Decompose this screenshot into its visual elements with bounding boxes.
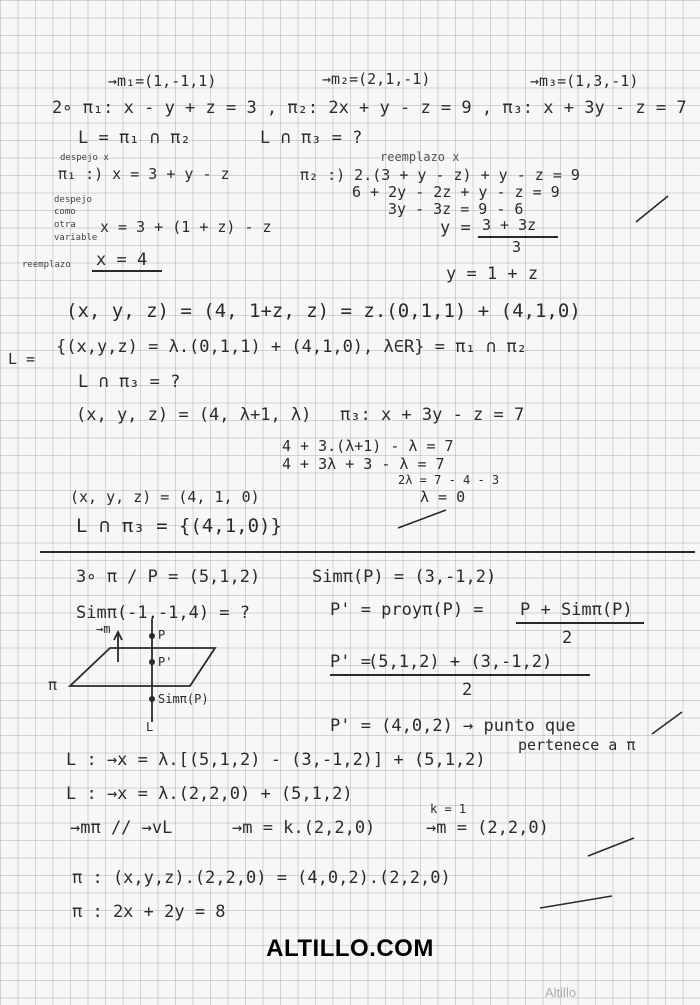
step-pi2-c: 3y - 3z = 9 - 6 (388, 200, 524, 218)
figure-normal-label: →m (96, 622, 111, 636)
step-x-substitution: x = 3 + (1 + z) - z (100, 218, 272, 236)
calc-3: 2λ = 7 - 4 - 3 (398, 473, 500, 487)
note-despejo-2d: variable (54, 233, 98, 243)
check-mark-1 (636, 196, 668, 222)
step-x-result: x = 4 (96, 250, 148, 270)
note-despejo-2c: otra (54, 220, 76, 230)
exercise2-planes: 2∘ π₁: x - y + z = 3 , π₂: 2x + y - z = 9 , π₃: x + 3y - z = 7 (52, 98, 687, 118)
figure-pprime-label: P' (158, 655, 173, 669)
pprime-denominator: 2 (462, 680, 473, 700)
symmetric-question: Simπ(-1,-1,4) = ? (76, 603, 250, 623)
normal-value: →m = (2,2,0) (426, 818, 549, 838)
figure-plane-label: π (48, 676, 58, 694)
step-pi2-d-denominator: 3 (512, 238, 522, 256)
calc-1: 4 + 3.(λ+1) - λ = 7 (282, 437, 454, 455)
set-label: L = (8, 350, 36, 368)
step-pi2-a: π₂ :) 2.(3 + y - z) + y - z = 9 (300, 166, 580, 184)
faint-bottom-text: Altillo (545, 985, 577, 1000)
note-despejo-2a: despejo (54, 195, 92, 205)
normal-vector-1: →m₁=(1,-1,1) (108, 72, 217, 90)
substitution-plane: π₃: x + 3y - z = 7 (340, 405, 525, 425)
pprime-numerator: (5,1,2) + (3,-1,2) (368, 652, 553, 672)
projection-denominator: 2 (562, 628, 573, 648)
normal-parallel: →mπ // →vL (70, 818, 173, 838)
question-intersection-2: L ∩ π₃ = ? (78, 372, 181, 392)
check-mark-5 (540, 896, 612, 908)
projection-label: P' = proyπ(P) = (330, 600, 484, 620)
point-result: (x, y, z) = (4, 1, 0) (70, 488, 260, 506)
normal-k: →m = k.(2,2,0) (232, 818, 376, 838)
substitution-point: (x, y, z) = (4, λ+1, λ) (76, 405, 312, 425)
step-pi2-b: 6 + 2y - 2z + y - z = 9 (352, 183, 560, 201)
plane-equation-dot: π : (x,y,z).(2,2,0) = (4,0,2).(2,2,0) (72, 868, 451, 888)
question-intersection-1: L ∩ π₃ = ? (260, 128, 363, 148)
step-pi2-d-label: y = (440, 218, 471, 238)
figure-sym-label: Simπ(P) (158, 692, 209, 706)
normal-vector-3: →m₃=(1,3,-1) (530, 72, 639, 90)
calc-4: λ = 0 (420, 488, 466, 506)
check-mark-4 (588, 838, 634, 856)
note-despejo: despejo x (60, 153, 109, 163)
line-set: {(x,y,z) = λ.(0,1,1) + (4,1,0), λ∈R} = π₁ ∩ π₂ (56, 337, 527, 357)
note-despejo-2b: como (54, 207, 76, 217)
plane-equation-final: π : 2x + 2y = 8 (72, 902, 226, 922)
exercise3-header: 3∘ π / P = (5,1,2) (76, 567, 261, 587)
pprime-label: P' = (330, 652, 371, 672)
figure-p-label: P (158, 628, 166, 642)
pprime-result: P' = (4,0,2) → punto que (330, 716, 576, 736)
pprime-result-2: pertenece a π (518, 736, 636, 754)
line-definition: L = π₁ ∩ π₂ (78, 128, 191, 148)
step-pi2-d-numerator: 3 + 3z (482, 216, 537, 234)
watermark: ALTILLO.COM (266, 935, 434, 962)
symmetric-given: Simπ(P) = (3,-1,2) (312, 567, 497, 587)
check-mark-3 (652, 712, 682, 734)
line-equation-1: L : →x = λ.[(5,1,2) - (3,-1,2)] + (5,1,2) (66, 750, 486, 770)
projection-numerator: P + Simπ(P) (520, 600, 633, 620)
normal-vector-2: →m₂=(2,1,-1) (322, 70, 431, 88)
intersection-result: L ∩ π₃ = {(4,1,0)} (76, 515, 282, 537)
note-reemplazo-2: reemplazo (22, 260, 71, 270)
line-equation-2: L : →x = λ.(2,2,0) + (5,1,2) (66, 784, 353, 804)
check-mark-2 (398, 510, 446, 528)
figure-line-label: L (146, 720, 154, 734)
y-result: y = 1 + z (446, 264, 539, 284)
step-pi1: π₁ :) x = 3 + y - z (58, 165, 230, 183)
calc-2: 4 + 3λ + 3 - λ = 7 (282, 455, 445, 473)
note-reemplazo: reemplazo x (380, 150, 460, 164)
parametric-form: (x, y, z) = (4, 1+z, z) = z.(0,1,1) + (4,1,0) (66, 300, 581, 322)
k-note: k = 1 (430, 802, 467, 816)
